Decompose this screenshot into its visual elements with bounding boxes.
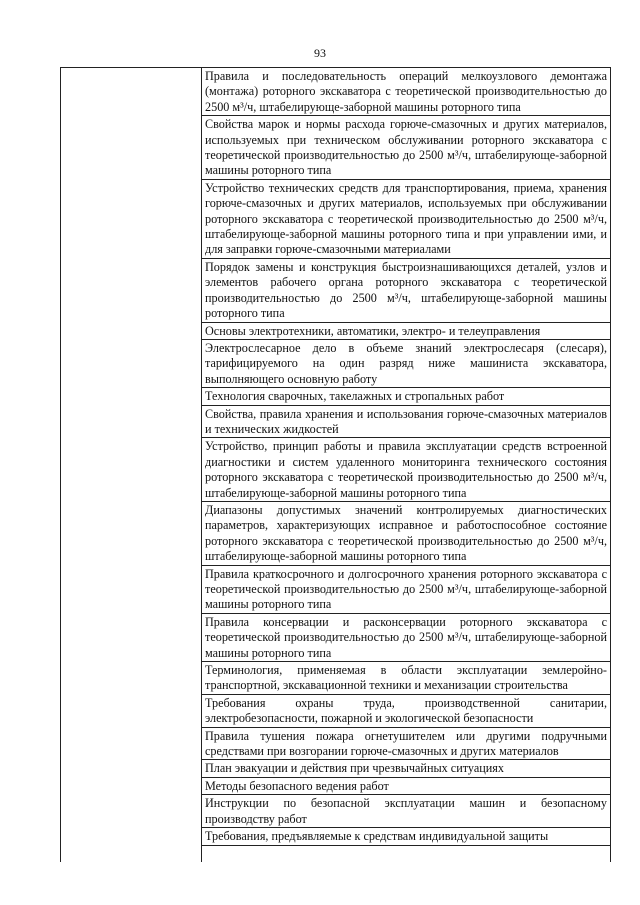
row-text: Инструкции по безопасной эксплуатации машин и безопасному производству работ — [205, 796, 607, 826]
table-row — [202, 388, 610, 405]
table-right-column — [202, 68, 610, 846]
row-text: Правила и последовательность операций мелкоузлового демонтажа (монтажа) роторного экскаватора с теоретической производительностью до 2500 м³/ч, штабелирующе-заборной машины роторного типа — [205, 69, 607, 114]
row-text: Устройство технических средств для транспортирования, приема, хранения горюче-смазочных и других материалов, используемых при обслуживании роторного экскаватора с теоретической производительностью до 2500 м³/ч, штабелирующе-заборной машины роторного типа и при управлении ими, и для заправки горюче-смазочными материалами — [205, 180, 607, 257]
table-row — [202, 406, 610, 439]
row-text: Правила краткосрочного и долгосрочного хранения роторного экскаватора с теоретической производительностью до 2500 м³/ч, штабелирующе-заборной машины роторного типа — [205, 566, 607, 612]
table-row — [202, 323, 610, 340]
table-row — [202, 566, 610, 614]
row-text: Требования, предъявляемые к средствам индивидуальной защиты — [205, 829, 549, 844]
table-row — [202, 438, 610, 502]
table-row — [202, 340, 610, 388]
row-text: Основы электротехники, автоматики, электро- и телеуправления — [205, 323, 541, 338]
table-row — [202, 662, 610, 695]
requirements-table — [60, 67, 611, 862]
row-text: Правила консервации и расконсервации роторного экскаватора с теоретической производительностью до 2500 м³/ч, штабелирующе-заборной машины роторного типа — [205, 614, 607, 660]
table-left-column — [61, 68, 202, 862]
table-row — [202, 614, 610, 662]
table-row — [202, 68, 610, 116]
table-row — [202, 778, 610, 795]
row-text: Электрослесарное дело в объеме знаний электрослесаря (слесаря), тарифицируемого на один разряд ниже машиниста экскаватора, выполняющего основную работу — [205, 340, 607, 386]
table-row — [202, 795, 610, 828]
row-text: Диапазоны допустимых значений контролируемых диагностических параметров, характеризующих исправное и работоспособное состояние роторного экскаватора с теоретической производительностью до 2500 м³/ч, штабелирующе-заборной машины роторного типа — [205, 502, 607, 564]
row-text: Методы безопасного ведения работ — [205, 778, 389, 793]
table-row — [202, 760, 610, 777]
table-row — [202, 180, 610, 259]
row-text: Порядок замены и конструкция быстроизнашивающихся деталей, узлов и элементов рабочего органа роторного экскаватора с теоретической производительностью до 2500 м³/ч, штабелирующе-заборной машины роторного типа — [205, 259, 607, 321]
table-row — [202, 828, 610, 845]
row-text: Правила тушения пожара огнетушителем или другими подручными средствами при возгорании горюче-смазочных и других материалов — [205, 728, 607, 759]
row-text: План эвакуации и действия при чрезвычайных ситуациях — [205, 761, 504, 776]
row-text: Терминология, применяемая в области эксплуатации землеройно-транспортной, экскавационной техники и механизации строительства — [205, 663, 607, 693]
table-row — [202, 695, 610, 728]
row-text: Свойства марок и нормы расхода горюче-смазочных и других материалов, используемых при техническом обслуживании роторного экскаватора с теоретической производительностью до 2500 м³/ч, штабелирующе-заборной машины роторного типа — [205, 117, 607, 178]
table-row — [202, 259, 610, 323]
row-text: Требования охраны труда, производственной санитарии, электробезопасности, пожарной и экологической безопасности — [205, 695, 607, 726]
row-text: Технология сварочных, такелажных и стропальных работ — [205, 389, 505, 404]
table-row — [202, 116, 610, 180]
page-number: 93 — [314, 46, 326, 60]
row-text: Устройство, принцип работы и правила эксплуатации средств встроенной диагностики и систем удаленного мониторинга технического состояния роторного экскаватора с теоретической производительностью до 2500 м³/ч, штабелирующе-заборной машины роторного типа — [205, 439, 607, 500]
table-row — [202, 728, 610, 761]
table-row — [202, 502, 610, 566]
row-text: Свойства, правила хранения и использования горюче-смазочных материалов и технических жидкостей — [205, 406, 607, 436]
